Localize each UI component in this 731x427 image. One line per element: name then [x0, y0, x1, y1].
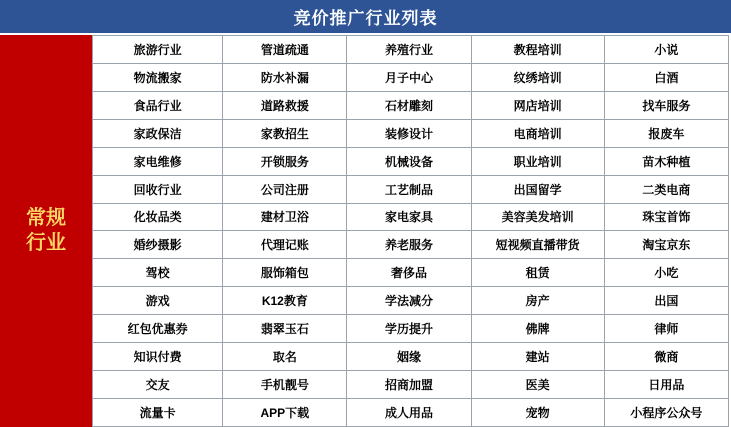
table-cell[interactable]: 建站 [471, 343, 604, 371]
table-cell[interactable]: 苗木种植 [604, 147, 728, 175]
table-cell[interactable]: 姻缘 [347, 343, 471, 371]
table-cell[interactable]: 职业培训 [471, 147, 604, 175]
table-cell[interactable]: 服饰箱包 [223, 259, 347, 287]
table-cell[interactable]: 学历提升 [347, 315, 471, 343]
table-row [93, 36, 729, 64]
table-cell[interactable]: 医美 [471, 371, 604, 399]
table-cell[interactable]: 成人用品 [347, 398, 471, 426]
table-cell[interactable]: 游戏 [93, 287, 223, 315]
table-cell[interactable]: 食品行业 [93, 91, 223, 119]
table-cell[interactable]: K12教育 [223, 287, 347, 315]
table-cell[interactable]: 家政保洁 [93, 119, 223, 147]
category-side-label-lines [26, 206, 66, 256]
table-cell[interactable]: 装修设计 [347, 119, 471, 147]
table-row [93, 63, 729, 91]
table-row [93, 91, 729, 119]
table-row [93, 203, 729, 231]
table-cell[interactable]: 代理记账 [223, 231, 347, 259]
category-side-label-line2: 行业 [26, 232, 66, 254]
table-cell[interactable]: 旅游行业 [93, 36, 223, 64]
table-cell[interactable]: 出国留学 [471, 175, 604, 203]
table-cell[interactable]: 防水补漏 [223, 63, 347, 91]
table-cell[interactable]: 学法减分 [347, 287, 471, 315]
table-cell[interactable]: 家电家具 [347, 203, 471, 231]
table-cell[interactable]: 电商培训 [471, 119, 604, 147]
table-row [93, 175, 729, 203]
table-cell[interactable]: 招商加盟 [347, 371, 471, 399]
table-cell[interactable]: 纹绣培训 [471, 63, 604, 91]
table-cell[interactable]: APP下载 [223, 398, 347, 426]
industry-table-wrapper [92, 35, 731, 427]
table-row [93, 398, 729, 426]
page-title [0, 0, 731, 35]
table-cell[interactable]: 日用品 [604, 371, 728, 399]
table-cell[interactable]: 小程序公众号 [604, 398, 728, 426]
table-cell[interactable]: 宠物 [471, 398, 604, 426]
table-row [93, 343, 729, 371]
table-cell[interactable]: 石材雕刻 [347, 91, 471, 119]
table-cell[interactable]: 流量卡 [93, 398, 223, 426]
table-cell[interactable]: 二类电商 [604, 175, 728, 203]
page-title-text: 竞价推广行业列表 [293, 9, 438, 28]
table-cell[interactable]: 管道疏通 [223, 36, 347, 64]
table-cell[interactable]: 小说 [604, 36, 728, 64]
table-cell[interactable]: 公司注册 [223, 175, 347, 203]
table-cell[interactable]: 月子中心 [347, 63, 471, 91]
table-cell[interactable]: 白酒 [604, 63, 728, 91]
table-cell[interactable]: 租赁 [471, 259, 604, 287]
table-cell[interactable]: 珠宝首饰 [604, 203, 728, 231]
category-side-label-line1: 常规 [26, 207, 66, 229]
table-row [93, 147, 729, 175]
category-side-label [0, 35, 92, 427]
table-cell[interactable]: 开锁服务 [223, 147, 347, 175]
table-cell[interactable]: 交友 [93, 371, 223, 399]
table-cell[interactable]: 化妆品类 [93, 203, 223, 231]
table-cell[interactable]: 婚纱摄影 [93, 231, 223, 259]
table-cell[interactable]: 出国 [604, 287, 728, 315]
table-cell[interactable]: 教程培训 [471, 36, 604, 64]
table-cell[interactable]: 建材卫浴 [223, 203, 347, 231]
table-cell[interactable]: 小吃 [604, 259, 728, 287]
table-cell[interactable]: 道路救援 [223, 91, 347, 119]
content-area [0, 35, 731, 427]
table-cell[interactable]: 机械设备 [347, 147, 471, 175]
table-cell[interactable]: 取名 [223, 343, 347, 371]
table-cell[interactable]: 家教招生 [223, 119, 347, 147]
industry-table [92, 35, 729, 427]
table-cell[interactable]: 淘宝京东 [604, 231, 728, 259]
table-cell[interactable]: 奢侈品 [347, 259, 471, 287]
table-cell[interactable]: 房产 [471, 287, 604, 315]
table-cell[interactable]: 手机靓号 [223, 371, 347, 399]
table-cell[interactable]: 物流搬家 [93, 63, 223, 91]
table-cell[interactable]: 养老服务 [347, 231, 471, 259]
table-cell[interactable]: 佛牌 [471, 315, 604, 343]
table-cell[interactable]: 养殖行业 [347, 36, 471, 64]
table-cell[interactable]: 报废车 [604, 119, 728, 147]
table-row [93, 315, 729, 343]
table-row [93, 371, 729, 399]
table-row [93, 287, 729, 315]
table-cell[interactable]: 驾校 [93, 259, 223, 287]
table-cell[interactable]: 微商 [604, 343, 728, 371]
table-cell[interactable]: 家电维修 [93, 147, 223, 175]
table-cell[interactable]: 律师 [604, 315, 728, 343]
table-cell[interactable]: 找车服务 [604, 91, 728, 119]
table-cell[interactable]: 红包优惠券 [93, 315, 223, 343]
table-row [93, 259, 729, 287]
table-cell[interactable]: 知识付费 [93, 343, 223, 371]
table-cell[interactable]: 短视频直播带货 [471, 231, 604, 259]
table-cell[interactable]: 美容美发培训 [471, 203, 604, 231]
table-cell[interactable]: 网店培训 [471, 91, 604, 119]
table-cell[interactable]: 回收行业 [93, 175, 223, 203]
table-row [93, 119, 729, 147]
table-cell[interactable]: 翡翠玉石 [223, 315, 347, 343]
table-cell[interactable]: 工艺制品 [347, 175, 471, 203]
table-row [93, 231, 729, 259]
